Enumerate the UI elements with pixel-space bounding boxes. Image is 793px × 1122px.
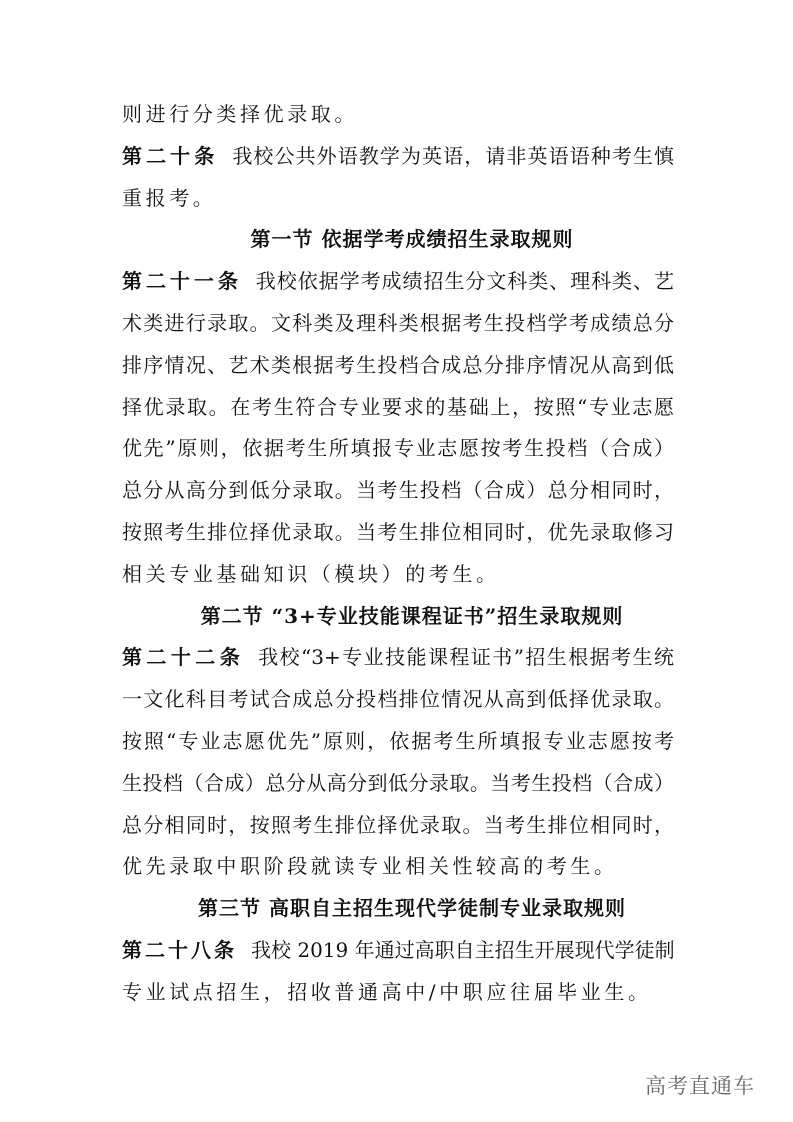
paragraph-line: 排序情况、艺术类根据考生投档合成总分排序情况从高到低 xyxy=(122,352,674,377)
article-22: 第二十二条 我校“3+专业技能课程证书”招生根据考生统 xyxy=(122,645,674,670)
article-label: 第二十一条 xyxy=(122,269,242,294)
paragraph-line: 总分相同时，按照考生排位择优录取。当考生排位相同时， xyxy=(122,812,674,837)
watermark: 高考直通车 xyxy=(645,1074,755,1098)
paragraph-line: 一文化科目考试合成总分投档排位情况从高到低择优录取。 xyxy=(122,687,674,712)
paragraph-line: 生投档（合成）总分从高分到低分录取。当考生投档（合成） xyxy=(122,770,674,795)
paragraph-line: 择优录取。在考生符合专业要求的基础上，按照“专业志愿 xyxy=(122,394,674,419)
paragraph-line: 专业试点招生，招收普通高中/中职应往届毕业生。 xyxy=(122,979,652,1004)
paragraph-line: 重报考。 xyxy=(122,185,217,210)
article-label: 第二十八条 xyxy=(122,937,237,962)
article-20: 第二十条 我校公共外语教学为英语，请非英语语种考生慎 xyxy=(122,143,675,168)
section-heading-1: 第一节 依据学考成绩招生录取规则 xyxy=(250,227,574,252)
paragraph-line: 按照考生排位择优录取。当考生排位相同时，优先录取修习 xyxy=(122,519,674,544)
article-28: 第二十八条 我校 2019 年通过高职自主招生开展现代学徒制 xyxy=(122,937,675,962)
paragraph-line: 术类进行录取。文科类及理科类根据考生投档学考成绩总分 xyxy=(122,310,674,335)
article-21: 第二十一条 我校依据学考成绩招生分文科类、理科类、艺 xyxy=(122,269,675,294)
paragraph-line: 优先录取中职阶段就读专业相关性较高的考生。 xyxy=(122,854,618,879)
article-label: 第二十二条 xyxy=(122,645,245,670)
section-heading-3: 第三节 高职自主招生现代学徒制专业录取规则 xyxy=(198,896,626,921)
article-label: 第二十条 xyxy=(122,143,219,168)
document-page xyxy=(122,94,674,1014)
paragraph-line: 按照“专业志愿优先”原则，依据考生所填报专业志愿按考 xyxy=(122,728,674,753)
paragraph-line: 优先”原则，依据考生所填报专业志愿按考生投档（合成） xyxy=(122,436,674,461)
paragraph-line: 则进行分类择优录取。 xyxy=(122,102,358,126)
paragraph-line: 总分从高分到低分录取。当考生投档（合成）总分相同时， xyxy=(122,478,674,503)
paragraph-line: 相关专业基础知识（模块）的考生。 xyxy=(122,561,500,586)
section-heading-2: 第二节 “3+专业技能课程证书”招生录取规则 xyxy=(200,603,624,628)
